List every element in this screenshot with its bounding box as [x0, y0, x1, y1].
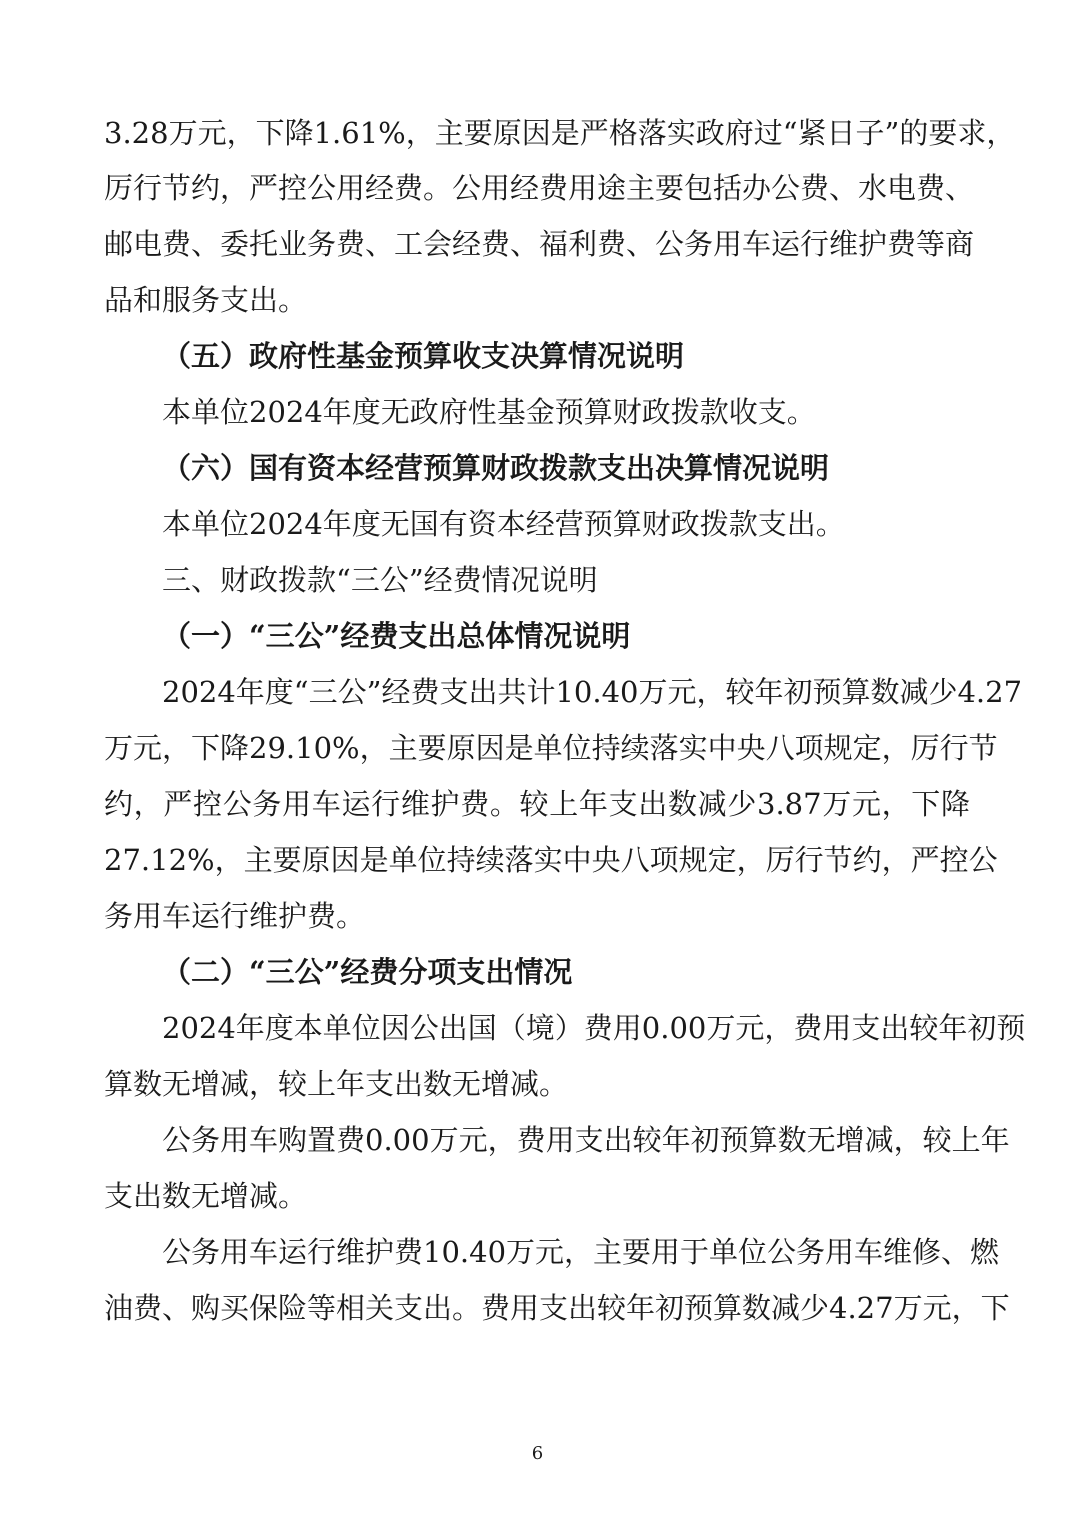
section-heading-5: （五）政府性基金预算收支决算情况说明 [162, 339, 685, 373]
body-text-line: 油费、购买保险等相关支出。费用支出较年初预算数减少4.27万元，下 [104, 1291, 1010, 1325]
body-text-line: 算数无增减，较上年支出数无增减。 [104, 1067, 569, 1101]
body-text-line: 务用车运行维护费。 [104, 899, 366, 933]
section-heading-6: （六）国有资本经营预算财政拨款支出决算情况说明 [162, 451, 830, 485]
body-text-line: 公务用车购置费0.00万元，费用支出较年初预算数无增减，较上年 [162, 1123, 1010, 1157]
body-text-line: 本单位2024年度无政府性基金预算财政拨款收支。 [162, 395, 816, 429]
body-text-line: 2024年度“三公”经费支出共计10.40万元，较年初预算数减少4.27 [162, 675, 1023, 709]
subsection-heading-2: （二）“三公”经费分项支出情况 [162, 955, 573, 989]
body-text-line: 支出数无增减。 [104, 1179, 308, 1213]
body-text-line: 3.28万元，下降1.61%，主要原因是严格落实政府过“紧日子”的要求， [104, 116, 1016, 150]
body-text-line: 约，严控公务用车运行维护费。较上年支出数减少3.87万元，下降 [104, 787, 970, 821]
body-text-line: 邮电费、委托业务费、工会经费、福利费、公务用车运行维护费等商 [104, 227, 975, 261]
body-text-line: 公务用车运行维护费10.40万元，主要用于单位公务用车维修、燃 [162, 1235, 1000, 1269]
body-text-line: 品和服务支出。 [104, 283, 308, 317]
body-text-line: 本单位2024年度无国有资本经营预算财政拨款支出。 [162, 507, 845, 541]
chapter-heading-3: 三、财政拨款“三公”经费情况说明 [162, 563, 598, 597]
page-number: 6 [531, 1443, 544, 1464]
body-text-line: 27.12%，主要原因是单位持续落实中央八项规定，厉行节约，严控公 [104, 843, 998, 877]
body-text-line: 厉行节约，严控公用经费。公用经费用途主要包括办公费、水电费、 [104, 171, 975, 205]
subsection-heading-1: （一）“三公”经费支出总体情况说明 [162, 619, 631, 653]
body-text-line: 万元，下降29.10%，主要原因是单位持续落实中央八项规定，厉行节 [104, 731, 998, 765]
body-text-line: 2024年度本单位因公出国（境）费用0.00万元，费用支出较年初预 [162, 1011, 1026, 1045]
